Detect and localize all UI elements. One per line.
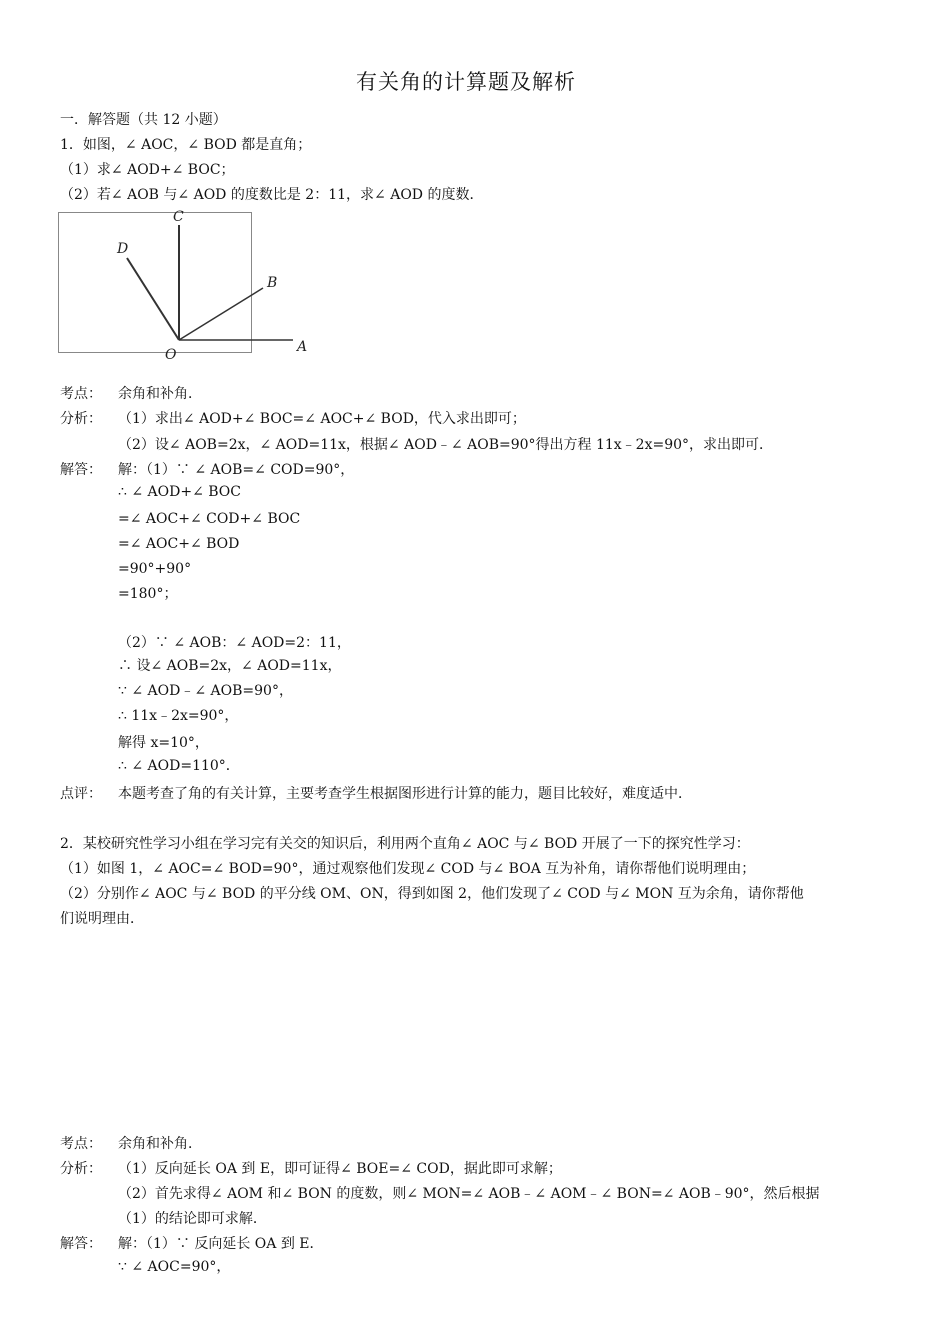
q1-fenxi-label: 分析： [60, 411, 102, 427]
q2-sol-line: ∵ ∠ AOC=90°， [118, 1259, 231, 1275]
q2-sol-line: 解：（1）∵ 反向延长 OA 到 E． [118, 1236, 324, 1252]
q2-jieda-label: 解答： [60, 1236, 102, 1252]
q1-sol-line: ∴ 设∠ AOB=2x，∠ AOD=11x， [118, 658, 342, 674]
q1-sol-line: ∴ 11x﹣2x=90°， [118, 708, 239, 724]
page-title: 有关角的计算题及解析 [356, 70, 576, 94]
q2-kaodian: 余角和补角． [118, 1136, 202, 1152]
label-c: C [173, 209, 184, 225]
q2-part2: （2）分别作∠ AOC 与∠ BOD 的平分线 OM、ON，得到如图 2，他们发现了∠ COD 与∠ MON 互为余角，请你帮他 [60, 886, 804, 902]
angle-diagram [47, 203, 308, 363]
ray-od [127, 258, 179, 340]
label-d: D [117, 241, 129, 257]
q1-figure [58, 209, 308, 363]
q1-sol-line: 解：（1）∵ ∠ AOB=∠ COD=90°， [118, 462, 355, 478]
q1-sol-line: ∵ ∠ AOD﹣∠ AOB=90°， [118, 683, 293, 699]
label-b: B [267, 275, 278, 291]
q1-stem: 1．如图，∠ AOC，∠ BOD 都是直角； [60, 137, 312, 153]
q1-fenxi-2: （2）设∠ AOB=2x，∠ AOD=11x，根据∠ AOD﹣∠ AOB=90°得出方程 11x﹣2x=90°，求出即可． [118, 437, 774, 453]
q1-kaodian: 余角和补角． [118, 386, 202, 402]
q1-sol-line: =90°+90° [118, 561, 192, 577]
q2-fenxi-label: 分析： [60, 1161, 102, 1177]
q1-fenxi-1: （1）求出∠ AOD+∠ BOC=∠ AOC+∠ BOD，代入求出即可； [118, 411, 526, 427]
q2-stem: 2．某校研究性学习小组在学习完有关交的知识后，利用两个直角∠ AOC 与∠ BOD 开展了一下的探究性学习： [60, 836, 750, 852]
q1-dianping: 本题考查了角的有关计算，主要考查学生根据图形进行计算的能力，题目比较好，难度适中． [118, 786, 692, 802]
q2-part2: 们说明理由． [60, 911, 144, 927]
q1-sol-line: =∠ AOC+∠ COD+∠ BOC [118, 511, 301, 527]
q1-sol-line: =180°； [118, 586, 178, 602]
q1-sol-line: =∠ AOC+∠ BOD [118, 536, 240, 552]
q2-fenxi-1: （1）反向延长 OA 到 E，即可证得∠ BOE=∠ COD，据此即可求解； [118, 1161, 562, 1177]
q1-dianping-label: 点评： [60, 786, 102, 802]
label-o: O [165, 347, 177, 363]
q1-sol-line: ∴ ∠ AOD+∠ BOC [118, 484, 241, 500]
q1-sol-line: （2）∵ ∠ AOB：∠ AOD=2：11， [118, 635, 351, 651]
q1-sol-line: ∴ ∠ AOD=110°． [118, 758, 240, 774]
q1-part2: （2）若∠ AOB 与∠ AOD 的度数比是 2：11，求∠ AOD 的度数． [60, 187, 484, 203]
section-heading: 一．解答题（共 12 小题） [60, 112, 227, 128]
q2-kaodian-label: 考点： [60, 1136, 102, 1152]
label-a: A [297, 339, 308, 355]
q2-fenxi-2: （1）的结论即可求解． [118, 1211, 267, 1227]
q2-part1: （1）如图 1，∠ AOC=∠ BOD=90°，通过观察他们发现∠ COD 与∠ BOA 互为补角，请你帮他们说明理由； [60, 861, 756, 877]
q1-sol-line: 解得 x=10°， [118, 735, 209, 751]
q1-part1: （1）求∠ AOD+∠ BOC； [60, 162, 235, 178]
ray-ob [179, 288, 263, 340]
q2-fenxi-2: （2）首先求得∠ AOM 和∠ BON 的度数，则∠ MON=∠ AOB﹣∠ AOM﹣∠ BON=∠ AOB﹣90°，然后根据 [118, 1186, 820, 1202]
q1-kaodian-label: 考点： [60, 386, 102, 402]
q1-jieda-label: 解答： [60, 462, 102, 478]
